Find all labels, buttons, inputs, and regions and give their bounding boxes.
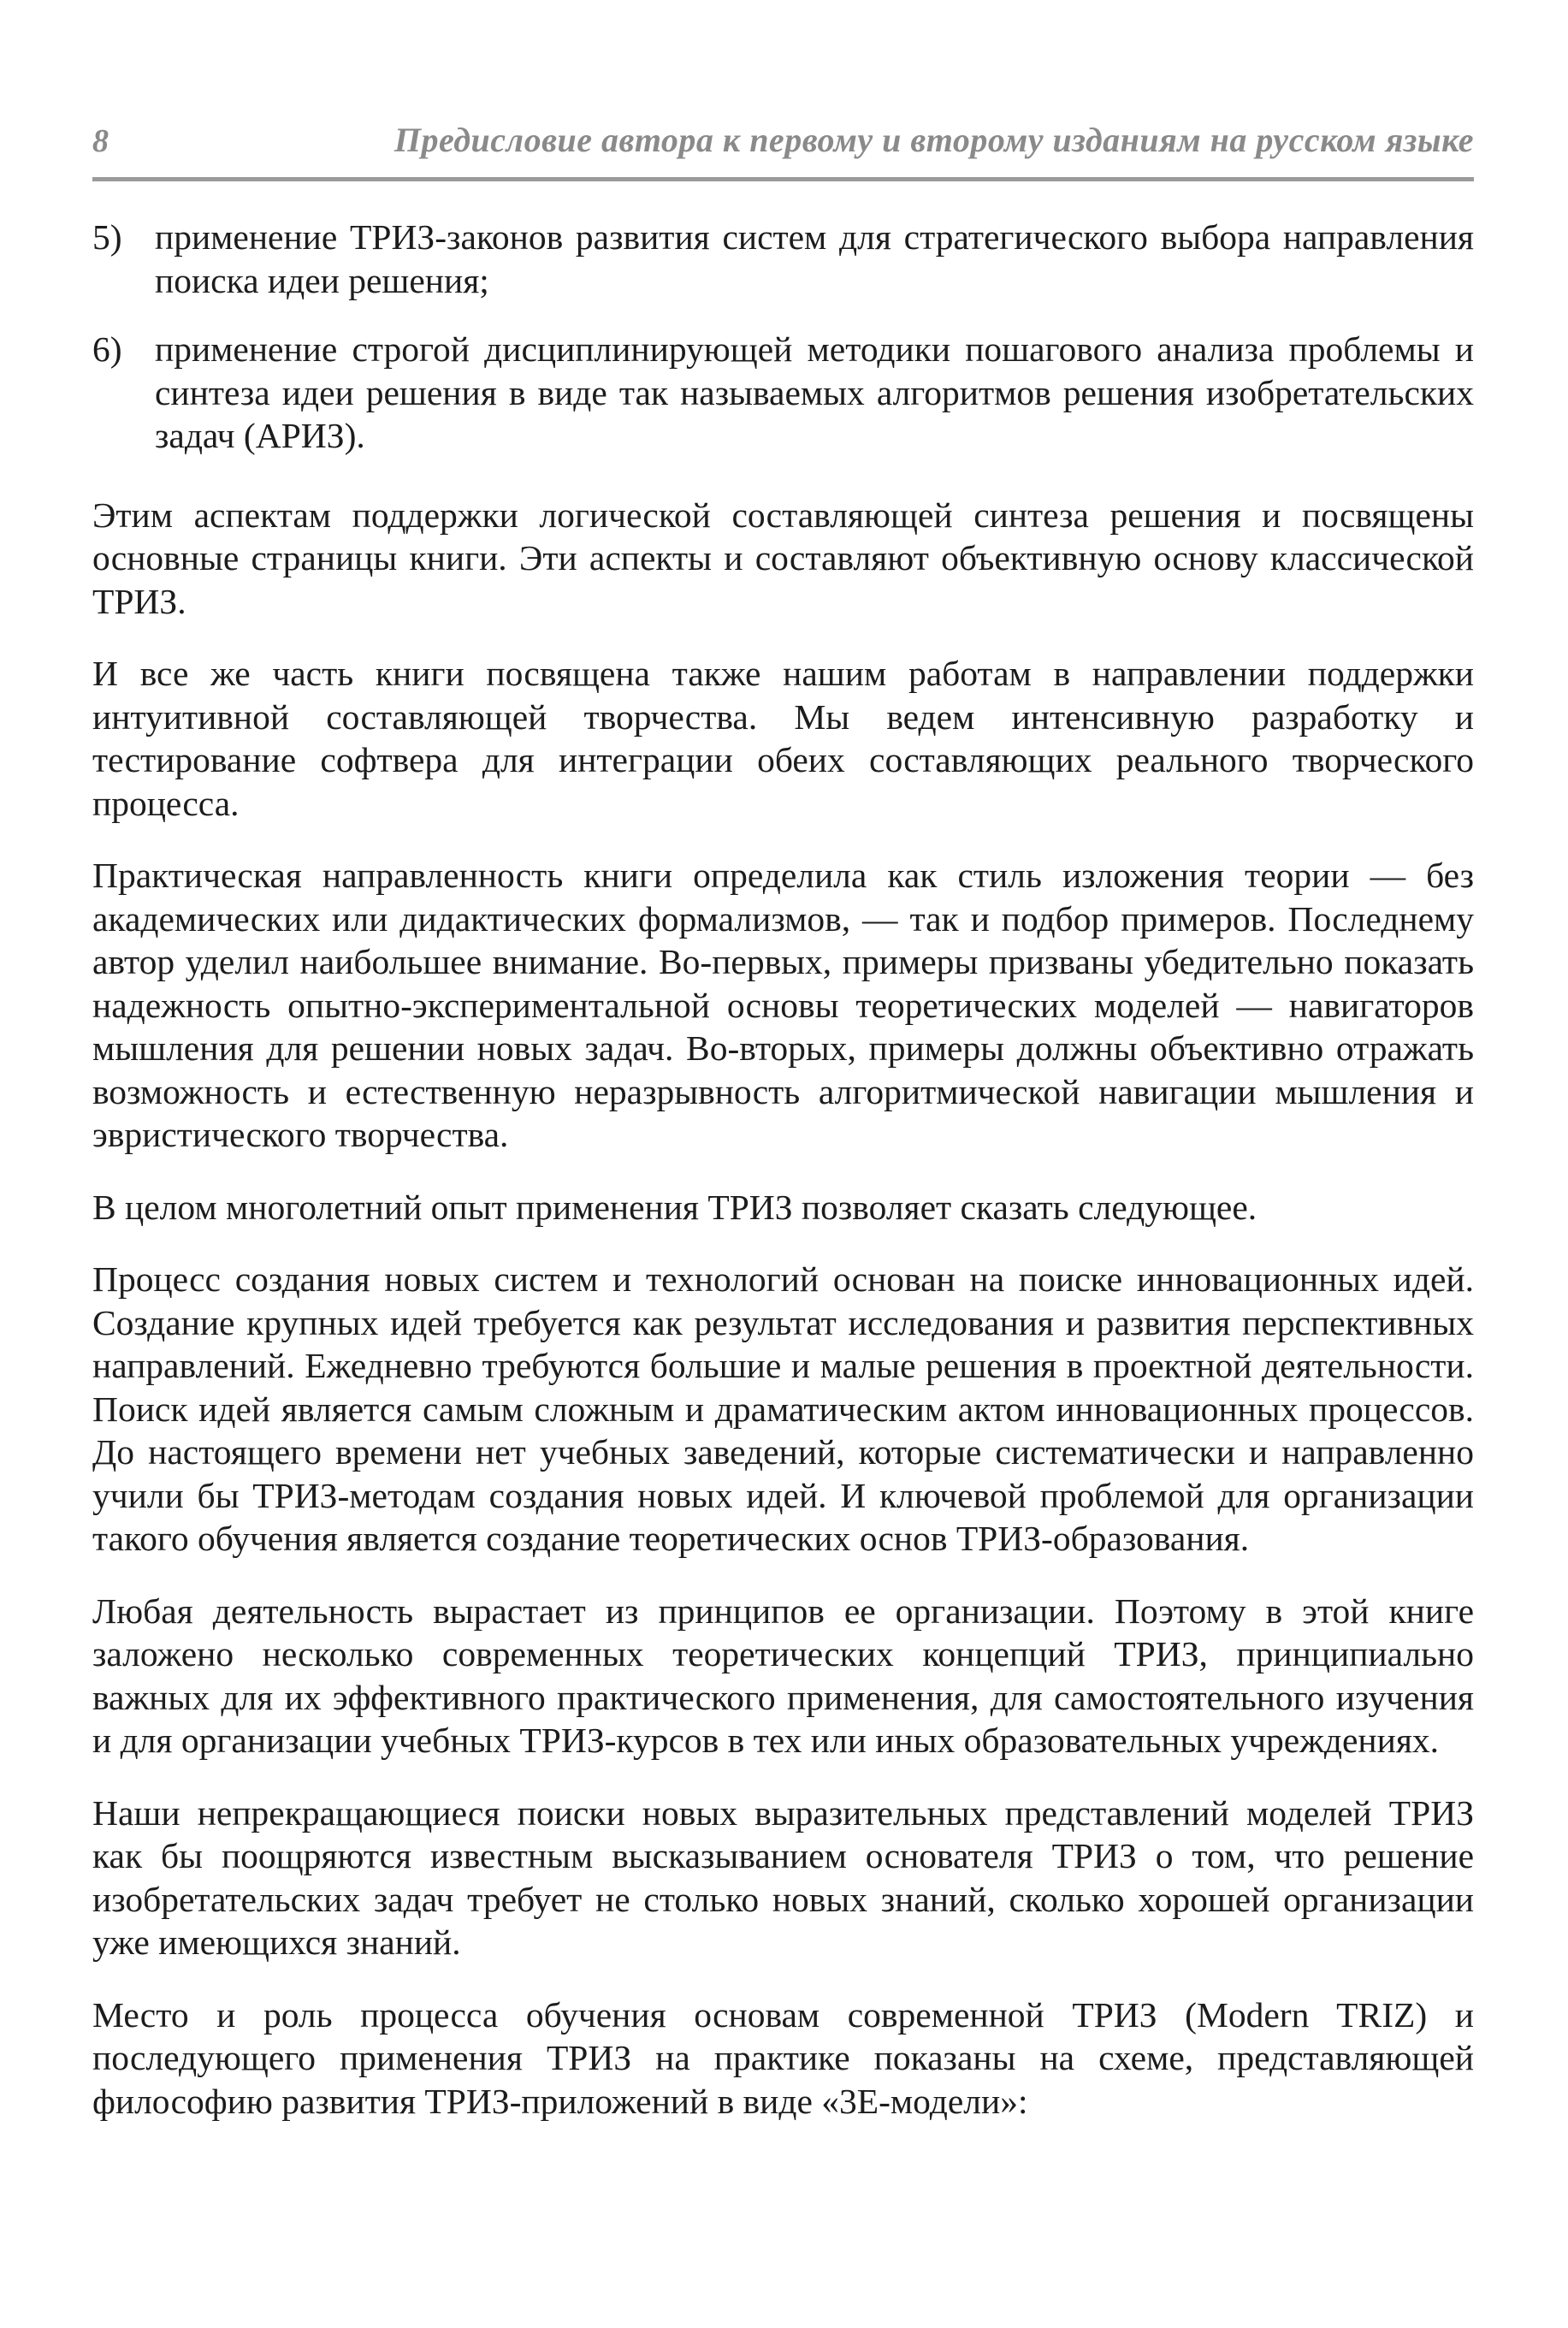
paragraph: В целом многолетний опыт применения ТРИЗ позволяет сказать следующее.	[92, 1187, 1257, 1227]
list-item-number: 6)	[92, 329, 122, 369]
running-header	[92, 120, 1474, 181]
page-number: 8	[92, 123, 109, 159]
paragraph: Место и роль процесса обучения основам современной ТРИЗ (Modern TRIZ) и последующего применения ТРИЗ на практике показаны на схеме, представляющей философию развития ТРИЗ-приложений в виде «3Е-модели»:	[92, 1994, 1474, 2121]
list-item	[92, 216, 1474, 302]
page-body	[92, 216, 1474, 2123]
book-page	[92, 120, 1474, 2152]
paragraph: Наши непрекращающиеся поиски новых выразительных представлений моделей ТРИЗ как бы поощряются известным высказыванием основателя ТРИЗ о том, что решение изобретательских задач требует не столько новых знаний, сколько хорошей организации уже имеющихся знаний.	[92, 1792, 1474, 1962]
paragraph: Практическая направленность книги определила как стиль изложения теории — без академических или дидактических формализмов, — так и подбор примеров. Последнему автор уделил наибольшее внимание. Во-первых, примеры призваны убедительно показать надежность опытно-экспериментальной основы теоретических моделей — навигаторов мышления для решении новых задач. Во-вторых, примеры должны объективно отражать возможность и естественную неразрывность алгоритмической навигации мышления и эвристического творчества.	[92, 856, 1474, 1154]
paragraph: И все же часть книги посвящена также нашим работам в направлении поддержки интуитивной составляющей творчества. Мы ведем интенсивную разработку и тестирование софтвера для интеграции обеих составляющих реального творческого процесса.	[92, 654, 1474, 823]
paragraph: Любая деятельность вырастает из принципов ее организации. Поэтому в этой книге заложено несколько современных теоретических концепций ТРИЗ, принципиально важных для их эффективного практического применения, для самостоятельного изучения и для организации учебных ТРИЗ-курсов в тех или иных образовательных учреждениях.	[92, 1591, 1474, 1760]
list-item	[92, 328, 1474, 458]
list-item-number: 5)	[92, 217, 122, 257]
list-item-text: применение строгой дисциплинирующей методики пошагового анализа проблемы и синтеза идеи решения в виде так называемых алгоритмов решения изобретательских задач (АРИЗ).	[155, 329, 1474, 455]
paragraph: Этим аспектам поддержки логической составляющей синтеза решения и посвящены основные страницы книги. Эти аспекты и составляют объективную основу классической ТРИЗ.	[92, 495, 1474, 621]
list-item-text: применение ТРИЗ-законов развития систем для стратегического выбора направления поиска идеи решения;	[155, 217, 1474, 300]
paragraph: Процесс создания новых систем и технологий основан на поиске инновационных идей. Создание крупных идей требуется как результат исследования и развития перспективных направлений. Ежедневно требуются большие и малые решения в проектной деятельности. Поиск идей является самым сложным и драматическим актом инновационных процессов. До настоящего времени нет учебных заведений, которые систематически и направленно учили бы ТРИЗ-методам создания новых идей. И ключевой проблемой для организации такого обучения является создание теоретических основ ТРИЗ-образования.	[92, 1259, 1474, 1558]
running-title: Предисловие автора к первому и второму изданиям на русском языке	[393, 121, 1474, 159]
